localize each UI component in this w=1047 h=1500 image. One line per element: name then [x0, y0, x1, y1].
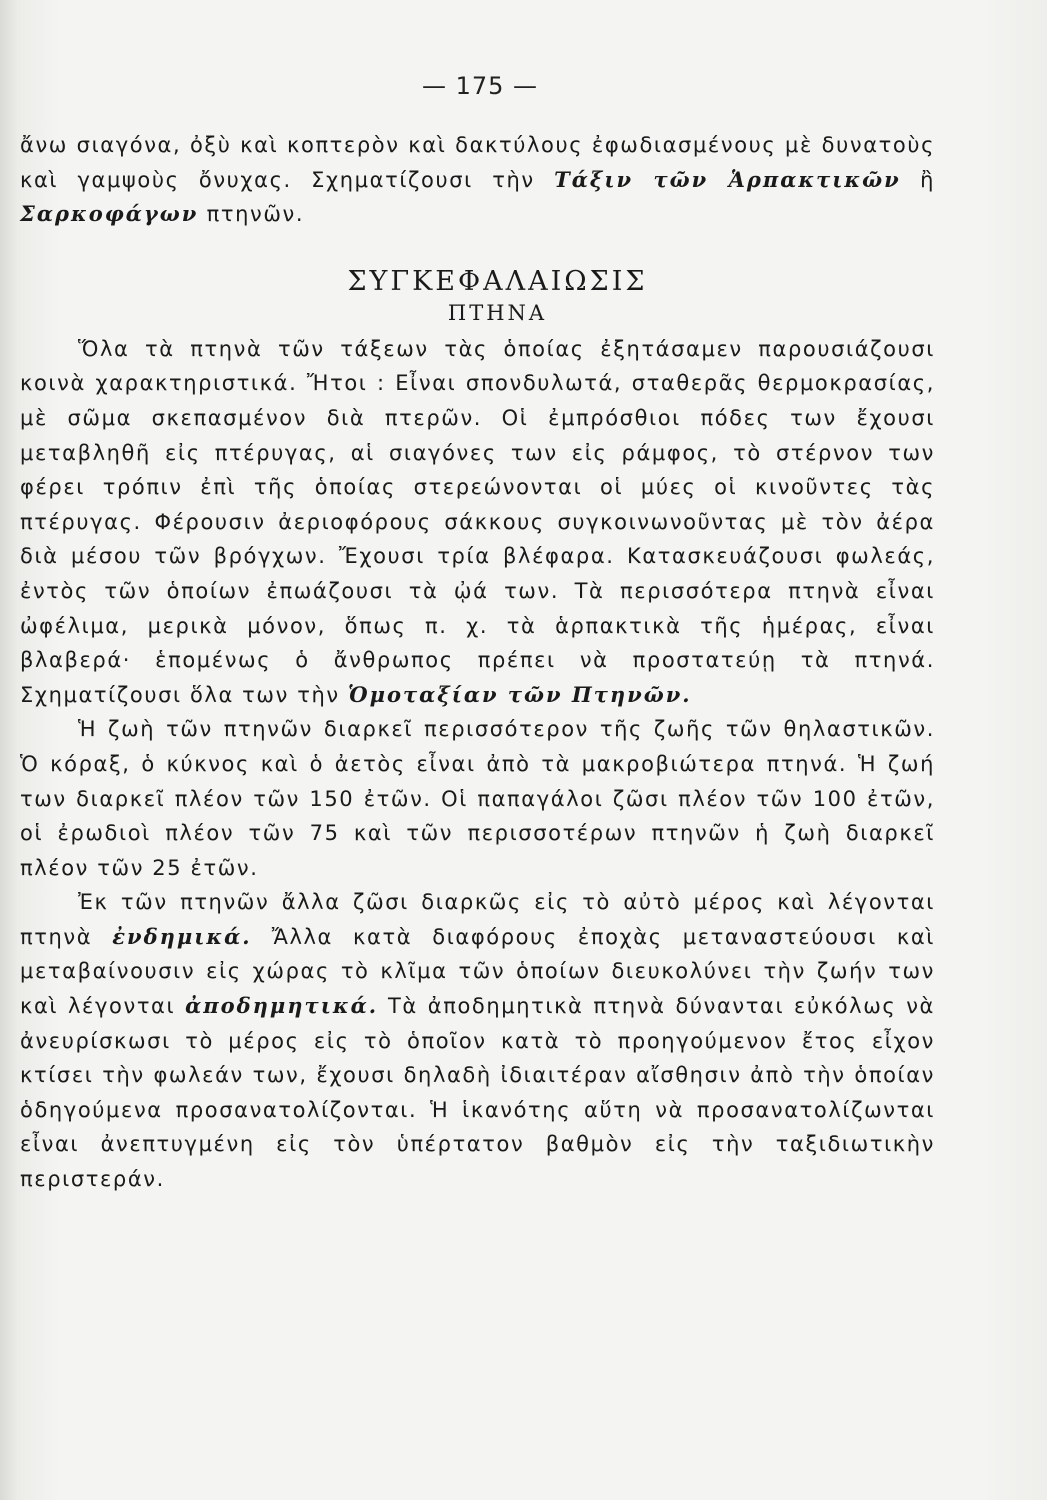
paragraph-3-emphasis-2: ἀποδημητικά.: [185, 993, 379, 1019]
paragraph-3-text-1: Ἐκ τῶν πτηνῶν ἄλλα ζῶσι διαρκῶς εἰς τὸ αὐτὸ μέρος καὶ λέγονται πτηνὰ: [20, 890, 935, 949]
page-number: — 175 —: [421, 72, 539, 100]
paragraph-3-emphasis-1: ἐνδημικά.: [112, 923, 252, 949]
paragraph-3-text-2: Ἄλλα κατὰ διαφόρους ἐποχὰς μεταναστεύουσι καὶ μεταβαίνουσιν εἰς χώρας τὸ κλῖμα τῶν ὁποίων διευκολύνει τὴν ζωήν των καὶ λέγονται: [20, 924, 935, 1019]
paragraph-2: Ἡ ζωὴ τῶν πτηνῶν διαρκεῖ περισσότερον τῆς ζωῆς τῶν θηλαστικῶν. Ὁ κόραξ, ὁ κύκνος καὶ ὁ ἀετὸς εἶναι ἀπὸ τὰ μακροβιώτερα πτηνά. Ἡ ζωή των διαρκεῖ πλέον τῶν 150 ἐτῶν. Οἱ παπαγάλοι ζῶσι πλέον τῶν 100 ἐτῶν, οἱ ἐρωδιοὶ πλέον τῶν 75 καὶ τῶν περισσοτέρων πτηνῶν ἡ ζωὴ διαρκεῖ πλέον τῶν 25 ἐτῶν.: [20, 717, 935, 880]
intro-emphasis-1: Τάξιν τῶν Ἁρπακτικῶν: [554, 166, 901, 192]
paragraph-3: [20, 885, 935, 1196]
paragraph-1-text: Ὅλα τὰ πτηνὰ τῶν τάξεων τὰς ὁποίας ἐξητάσαμεν παρουσιάζουσι κοινὰ χαρακτηριστικά. Ἤτοι : Εἶναι σπονδυλωτά, σταθερᾶς θερμοκρασίας, μὲ σῶμα σκεπασμένον διὰ πτερῶν. Οἱ ἐμπρόσθιοι πόδες των ἔχουσι μεταβληθῆ εἰς πτέρυγας, αἱ σιαγόνες των εἰς ράμφος, τὸ στέρνον των φέρει τρόπιν ἐπὶ τῆς ὁποίας στερεώνονται οἱ μύες οἱ κινοῦντες τὰς πτέρυγας. Φέρουσιν ἀεριοφόρους σάκκους συγκοινωνοῦντας μὲ τὸν ἀέρα διὰ μέσου τῶν βρόγχων. Ἔχουσι τρία βλέφαρα. Κατασκευάζουσι φωλεάς, ἐντὸς τῶν ὁποίων ἐπωάζουσι τὰ ᾠά των. Τὰ περισσότερα πτηνὰ εἶναι ὠφέλιμα, μερικὰ μόνον, ὅπως π. χ. τὰ ἁρπακτικὰ τῆς ἡμέρας, εἶναι βλαβερά· ἑπομένως ὁ ἄνθρωπος πρέπει νὰ προστατεύῃ τὰ πτηνά. Σχηματίζουσι ὅλα των τὴν: [20, 336, 935, 707]
intro-text-2: ἢ: [900, 167, 935, 192]
intro-paragraph: [20, 128, 935, 232]
section-subheading: ΠΤΗΝΑ: [447, 300, 548, 325]
intro-text-1: ἄνω σιαγόνα, ὀξὺ καὶ κοπτερὸν καὶ δακτύλους ἐφωδιασμένους μὲ δυνατοὺς καὶ γαμψοὺς ὄνυχας. Σχηματίζουσι τὴν: [20, 133, 935, 192]
paragraph-1-emphasis: Ὁμοταξίαν τῶν Πτηνῶν.: [347, 681, 692, 707]
paragraph-1: [20, 332, 935, 713]
section-heading: ΣΥΓΚΕΦΑΛΑΙΩΣΙΣ: [347, 265, 648, 297]
text-block: [20, 128, 935, 1197]
intro-text-3: πτηνῶν.: [198, 202, 305, 227]
intro-emphasis-2: Σαρκοφάγων: [20, 201, 199, 227]
paragraph-3-text-3: Τὰ ἀποδημητικὰ πτηνὰ δύνανται εὐκόλως νὰ ἀνευρίσκωσι τὸ μέρος εἰς τὸ ὁποῖον κατὰ τὸ προηγούμενον ἔτος εἶχον κτίσει τὴν φωλεάν των, ἔχουσι δηλαδὴ ἰδιαιτέραν αἴσθησιν ἀπὸ τὴν ὁποίαν ὁδηγούμενα προσανατολίζονται. Ἡ ἱκανότης αὕτη νὰ προσανατολίζωνται εἶναι ἀνεπτυγμένη εἰς τὸν ὑπέρτατον βαθμὸν εἰς τὴν ταξιδιωτικὴν περιστεράν.: [20, 994, 935, 1192]
